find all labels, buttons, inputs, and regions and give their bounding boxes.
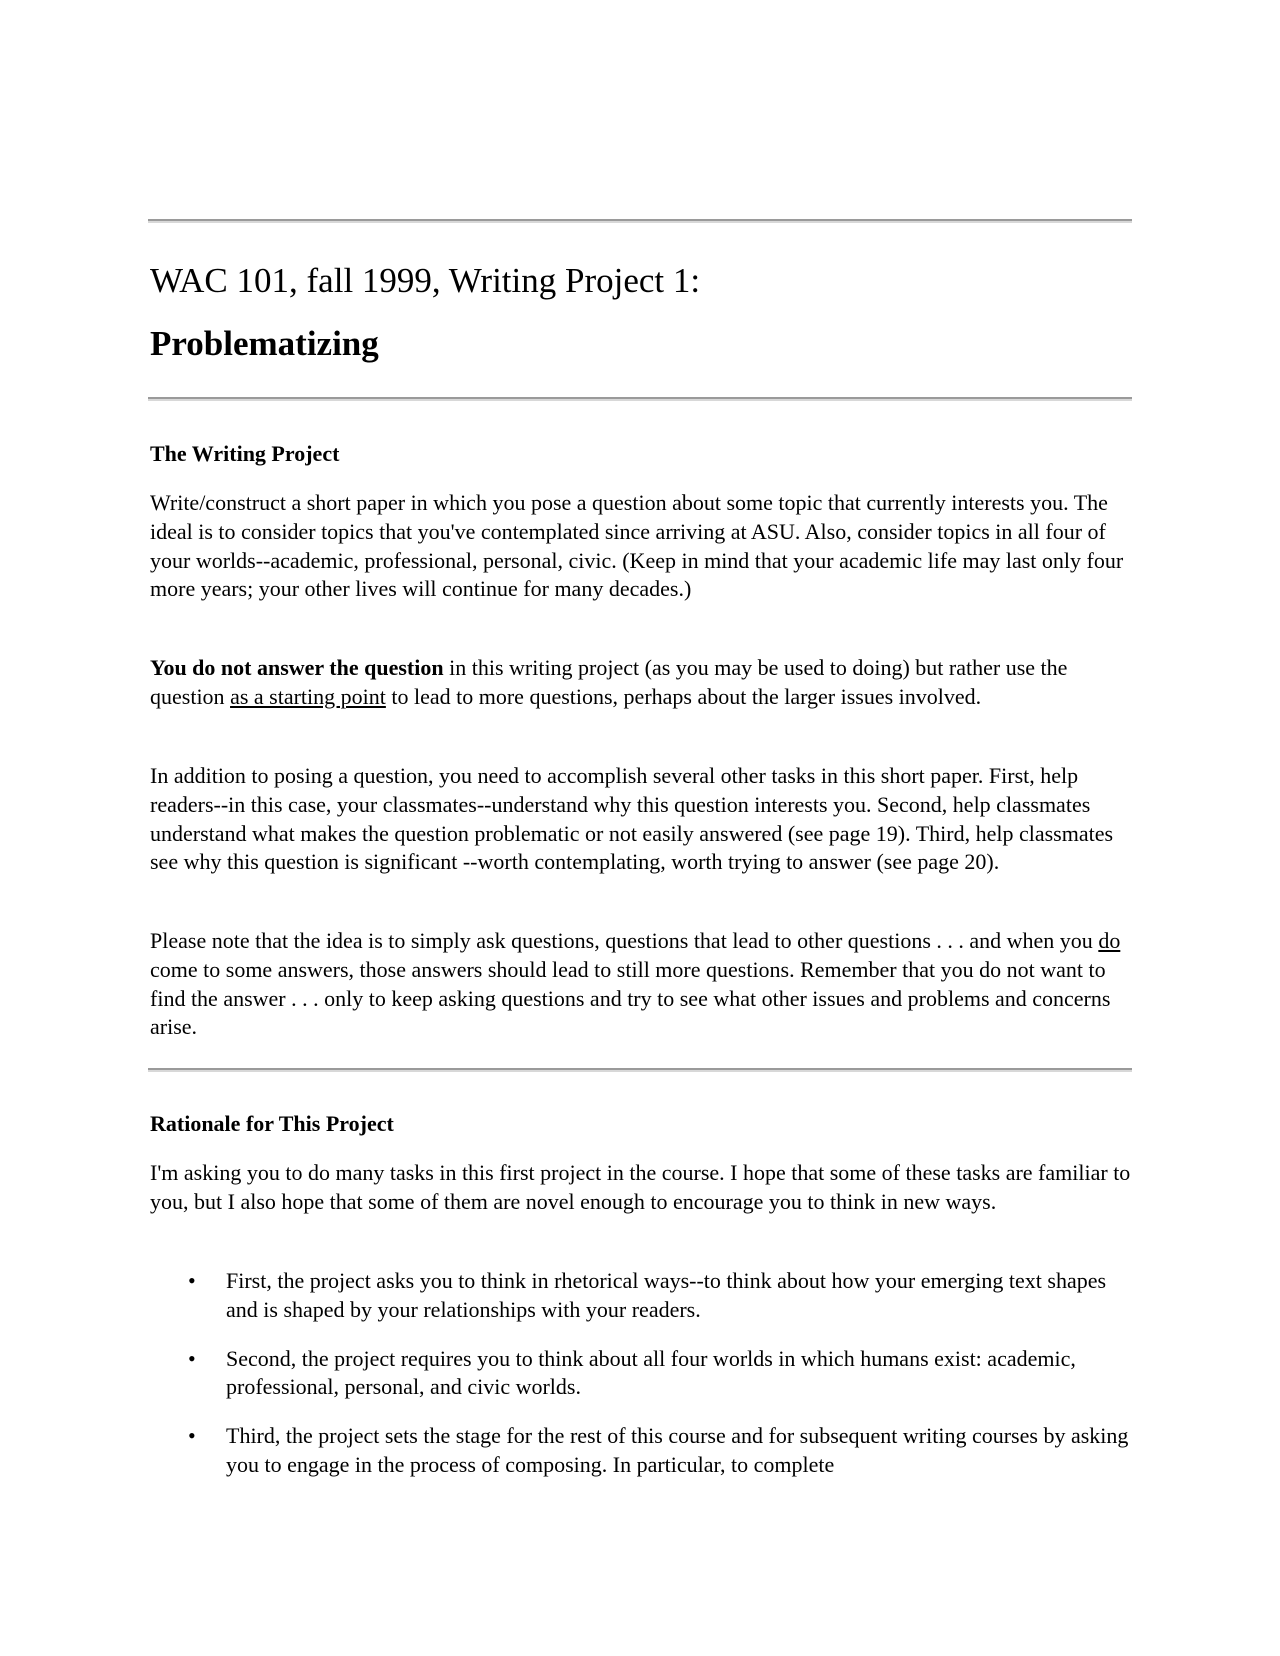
rationale-list [150, 1267, 1134, 1500]
document-subtitle: Problematizing [150, 324, 379, 363]
paragraph-text: to lead to more questions, perhaps about the larger issues involved. [385, 683, 982, 709]
section-divider [148, 1068, 1132, 1072]
section-heading-writing-project: The Writing Project [150, 441, 340, 466]
emphasis-text: You do not answer the question [150, 655, 444, 680]
document-title: WAC 101, fall 1999, Writing Project 1: [150, 261, 701, 300]
paragraph-intro: Write/construct a short paper in which you pose a question about some topic that currently interests you. The ideal is to consider topics that you've contemplated since arriving at ASU. Also, consider topics in all four of your worlds--academic, professional, personal, civic. (Keep in mind that your academic life may last only four more years; your other lives will continue for many decades.) [150, 490, 1124, 602]
paragraph-text: in this writing project (as you may be used to doing) but rather use the question [150, 655, 1068, 709]
paragraph-do-not-answer [150, 654, 1134, 712]
bullet-icon: • [188, 1268, 196, 1293]
list-item [150, 1267, 1134, 1325]
list-item-text: Third, the project sets the stage for the rest of this course and for subsequent writing courses by asking you to engage in the process of composing. In particular, to complete [226, 1423, 1129, 1477]
list-item [150, 1422, 1134, 1480]
list-item [150, 1345, 1134, 1403]
title-divider [148, 397, 1132, 401]
paragraph-rationale: I'm asking you to do many tasks in this first project in the course. I hope that some of these tasks are familiar to you, but I also hope that some of them are novel enough to encourage you to think in new ways. [150, 1160, 1131, 1214]
section-heading-rationale: Rationale for This Project [150, 1111, 394, 1136]
list-item-text: Second, the project requires you to think about all four worlds in which humans exist: academic, professional, personal, and civic worlds. [226, 1345, 1076, 1400]
paragraph-text: come to some answers, those answers should lead to still more questions. Remember that you do not want to find the answer . . . only to keep asking questions and try to see what other issues and problems and concerns arise. [150, 956, 1111, 1040]
paragraph-tasks: In addition to posing a question, you need to accomplish several other tasks in this short paper. First, help readers--in this case, your classmates--understand why this question interests you. Second, help classmates understand what makes the question problematic or not easily answered (see page 19). Third, help classmates see why this question is significant --worth contemplating, worth trying to answer (see page 20). [150, 763, 1114, 875]
bullet-icon: • [188, 1345, 196, 1371]
paragraph-note [150, 927, 1134, 1042]
paragraph-text: Please note that the idea is to simply ask questions, questions that lead to other questions . . . and when you [150, 928, 1099, 953]
top-divider [148, 219, 1132, 223]
underlined-text: as a starting point [230, 683, 386, 709]
bullet-icon: • [188, 1423, 196, 1449]
underlined-text: do [1098, 928, 1121, 953]
list-item-text: First, the project asks you to think in rhetorical ways--to think about how your emerging text shapes and is shaped by your relationships with your readers. [226, 1268, 1107, 1322]
